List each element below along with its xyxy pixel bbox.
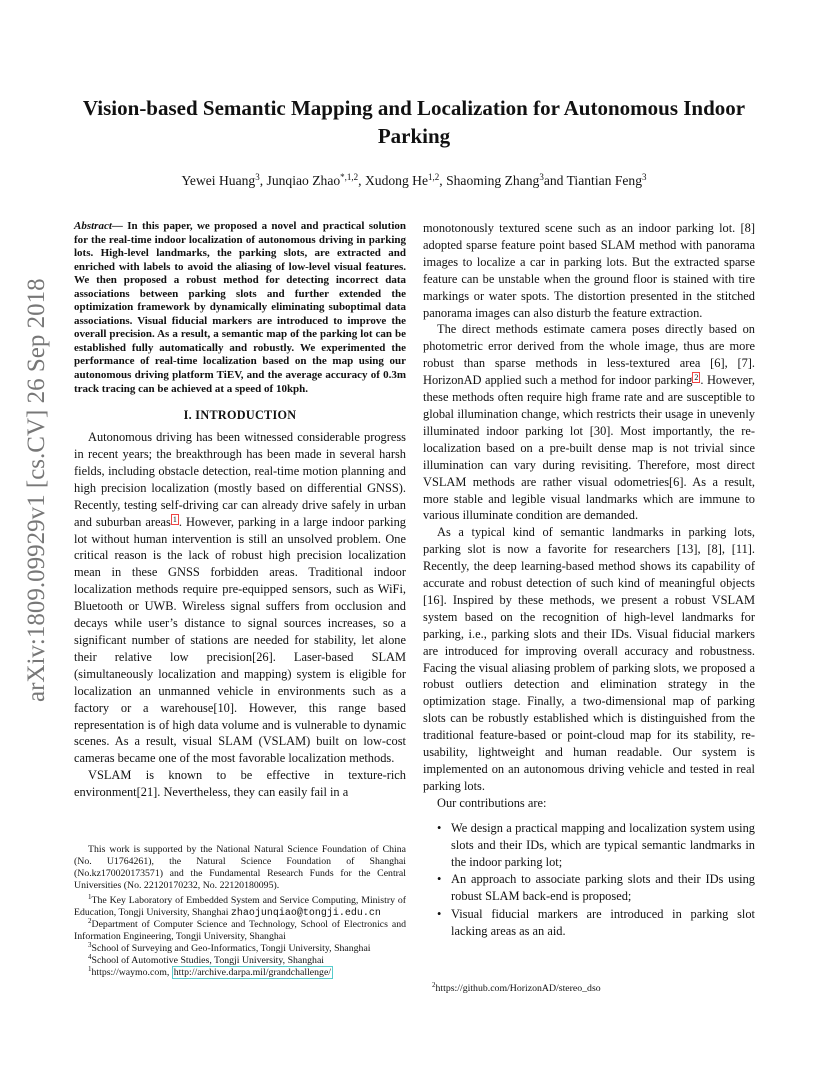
url-footnote: $^2$https://github.com/HorizonAD/stereo_dso xyxy=(432,981,601,994)
paragraph: The direct methods estimate camera poses directly based on photometric error derived from the whole image, thus are more robust than sparse methods in less-textured area [6], [7]. HorizonAD applied such a method for indoor parking $^2$ . However, these methods often require high frame rate and are susceptible to global illumination change, which restricts their usage in unevenly illuminated indoor parking lot [30]. Most importantly, the re-localization based on a pre-built dense map is not trivial since illumination can vary during revisiting. Therefore, most direct VSLAM methods are rather visual odometries[6]. As a result, more stable and legible visual landmarks which are immune to various illuminate condition are demanded. xyxy=(423,322,755,523)
list-item: • An approach to associate parking slots and their IDs using robust SLAM back-end is proposed; xyxy=(451,871,755,905)
funding-note: This work is supported by the National Natural Science Foundation of China (No. U1764261), the Natural Science Foundation of Shanghai (No.kz170020173571) and the Fundamental Research Funds for the Central Universities (No. 22120170232, No. 22120180095). xyxy=(74,844,406,891)
paragraph: VSLAM is known to be effective in texture-rich environment[21]. Nevertheless, they can easily fail in a xyxy=(74,768,406,800)
affiliation-note: $^2$Department of Computer Science and Technology, School of Electronics and Information Engineering, Tongji University, Shanghai xyxy=(74,917,406,943)
paragraph: monotonously textured scene such as an indoor parking lot. [8] adopted sparse feature point based SLAM method with panorama images to localize a car in parking lots. But the extracted sparse feature can be unstable when the ground floor is stained with tire markings or water spots. The distortion presented in the stitched panorama images can also disturb the feature extraction. xyxy=(423,221,755,320)
author-list xyxy=(60,172,768,190)
section-heading: I. INTRODUCTION xyxy=(183,408,297,423)
footnotes xyxy=(74,844,406,979)
paragraph: Our contributions are: xyxy=(437,795,547,810)
arxiv-stamp: arXiv:1809.09929v1 [cs.CV] 26 Sep 2018 xyxy=(23,278,50,702)
affiliation-note: $^4$School of Automotive Studies, Tongji University, Shanghai xyxy=(88,953,325,967)
paragraph: Autonomous driving has been witnessed considerable progress in recent years; the breakthrough has been made in several harsh fields, including obstacle detection, real-time motion planning and high precision localization (mostly based on differential GNSS). Recently, testing self-driving car can already drive safely in urban and suburban areas $^1$ . However, parking in a large indoor parking lot without human intervention is still an unsolved problem. One critical reason is the lack of robust high precision localization mean in these GNSS forbidden areas. Traditional indoor localization methods require pre-equipped sensors, such as WiFi, Bluetooth or UWB. Wireless signal suffers from occlusion and decays while user’s distance to signal sources increases, so a significant number of stations are needed for stability, let alone their relative low precision[26]. Laser-based SLAM (simultaneously localization and mapping) system is eligible for localization an unmanned vehicle in environments such as a factory or a warehouse[10]. However, this range based representation is of high data volume and is vulnerable to dynamic scenes. As a result, visual SLAM (VSLAM) built on low-cost cameras became one of the most favorable localization methods. xyxy=(74,430,406,766)
contribution-list xyxy=(423,820,755,940)
affiliation-note: $^1$The Key Laboratory of Embedded System and Service Computing, Ministry of Education, Tongji University, Shanghai zhaojunqiao@tongji.edu.cn xyxy=(74,892,406,919)
link[interactable]: https://github.com/HorizonAD/stereo_dso xyxy=(435,983,601,994)
author: Yewei Huang$^3$, xyxy=(181,172,267,188)
author: Xudong He$^{1,2}$, xyxy=(364,172,447,188)
abstract-label: Abstract— xyxy=(74,220,123,232)
right-column xyxy=(423,220,755,941)
abstract-text: In this paper, we proposed a novel and practical solution for the real-time indoor localization of autonomous driving in parking lots. High-level landmarks, the parking slots, are extracted and enriched with labels to avoid the aliasing of low-level visual features. We then proposed a robust method for detecting incorrect data associations between parking slots and further extended the optimization framework by dynamically eliminating suboptimal data associations. Visual fiducial markers are introduced to improve the overall precision. As a result, a semantic map of the parking lot can be established fully automatically and robustly. We experimented the performance of real-time localization based on the map using our autonomous driving platform TiEV, and the average accuracy of 0.3m track tracing can be achieved at a speed of 10kph. xyxy=(74,220,406,395)
footnote-link[interactable]: 1 xyxy=(172,514,177,524)
author: Junqiao Zhao$^{*,1,2}$, xyxy=(266,172,365,188)
affiliation-note: $^3$School of Surveying and Geo-Informatics, Tongji University, Shanghai xyxy=(88,941,371,955)
email[interactable]: zhaojunqiao@tongji.edu.cn xyxy=(230,907,381,919)
list-item: • Visual fiducial markers are introduced in parking slot lacking areas as an aid. xyxy=(451,906,755,940)
paragraph: As a typical kind of semantic landmarks in parking lots, parking slot is now a favorite for researchers [13], [8], [11]. Recently, the deep learning-based method shows its capability of accurate and robust detection of such kind of meaningful objects [16]. Inspired by these methods, we present a robust VSLAM system based on the recognition of high-level landmarks for parking, i.e., parking slots and their IDs. Visual fiducial markers are introduced for improving overall accuracy and robustness. Facing the visual aliasing problem of parking slots, we proposed a robust outliers detection and elimination strategy in the optimization stage. Finally, a two-dimensional map of parking slots can be robustly established which is distinguished from the traditional feature-based or point-cloud map for its stability, re-usability, lightweight and human readable. Our system is implemented on an autonomous driving vehicle and tested in real parking lots. xyxy=(423,525,755,793)
link[interactable]: https://waymo.com, xyxy=(91,967,172,979)
list-item: • We design a practical mapping and localization system using slots and their IDs, which are typical semantic landmarks in the indoor parking lot; xyxy=(451,820,755,871)
footnote-link[interactable]: 2 xyxy=(694,373,699,383)
author: Tiantian Feng$^3$ xyxy=(566,172,647,188)
url-footnote: $^1$https://waymo.com, http://archive.darpa.mil/grandchallenge/ xyxy=(88,965,332,979)
abstract xyxy=(74,220,406,396)
author: Shaoming Zhang$^3$and xyxy=(446,172,567,188)
paper-title: Vision-based Semantic Mapping and Localization for Autonomous Indoor Parking xyxy=(82,96,746,148)
link[interactable]: http://archive.darpa.mil/grandchallenge/ xyxy=(173,967,332,979)
left-column xyxy=(74,220,406,801)
